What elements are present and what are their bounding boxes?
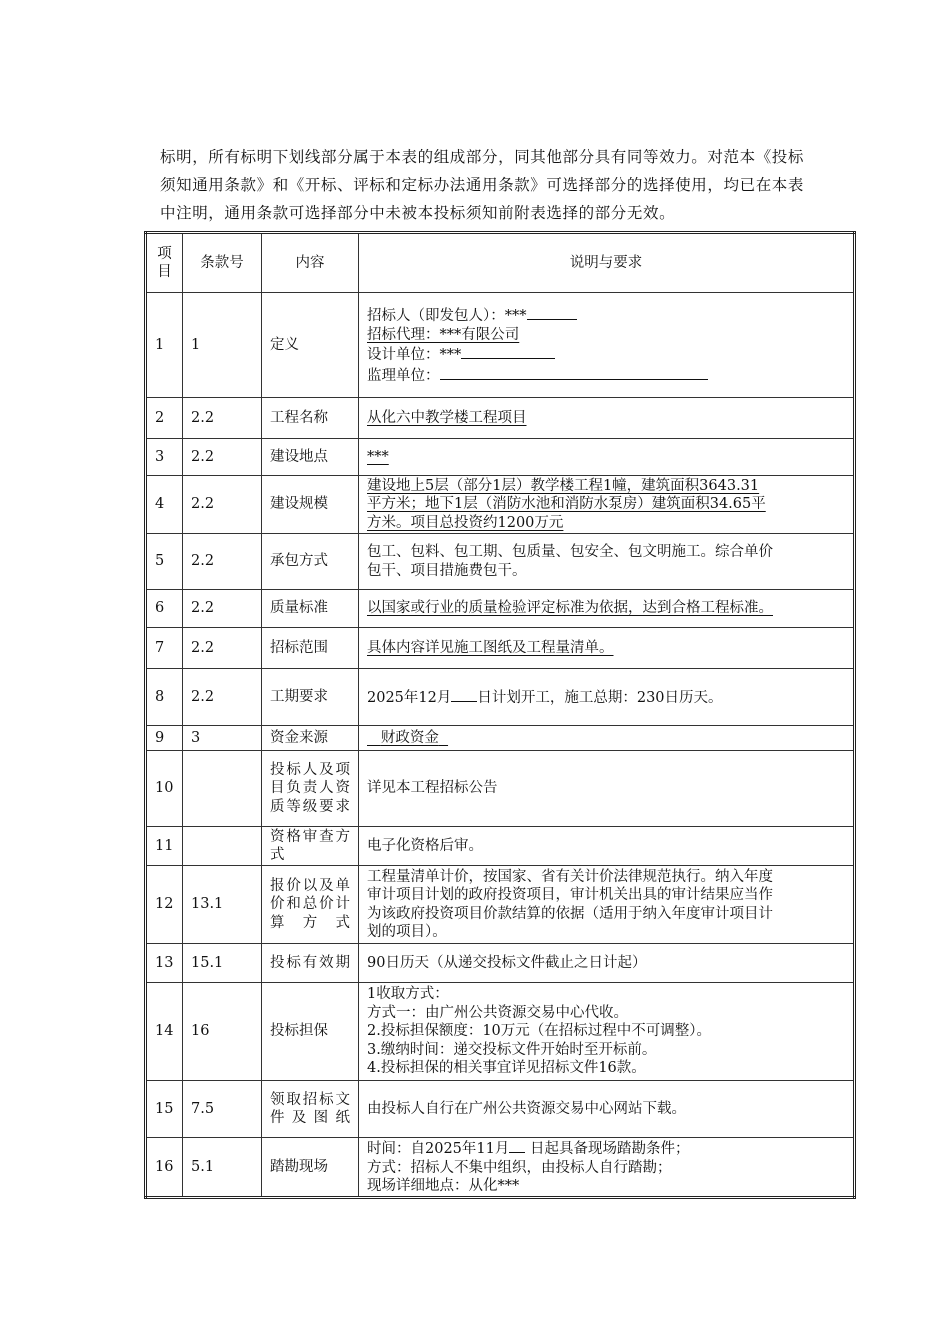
requirement-line: 监理单位： [367, 365, 845, 386]
requirement-line: 1收取方式： [367, 986, 449, 1003]
row-requirements [359, 1081, 855, 1138]
row-clause: 7.5 [183, 1081, 262, 1138]
table-row [146, 534, 855, 590]
intro-line: 须知通用条款》和《开标、评标和定标办法通用条款》可选择部分的选择使用，均已在本表 [160, 176, 805, 194]
row-clause [183, 751, 262, 827]
row-no: 16 [146, 1138, 183, 1198]
row-no: 10 [146, 751, 183, 827]
row-requirements [359, 827, 855, 866]
row-no: 5 [146, 534, 183, 590]
requirement-line: 方式一：由广州公共资源交易中心代收。 [367, 1004, 628, 1021]
table-row [146, 669, 855, 726]
row-no: 13 [146, 944, 183, 983]
row-no: 4 [146, 476, 183, 534]
row-item: 承包方式 [262, 534, 359, 590]
table-row [146, 628, 855, 669]
row-item: 定义 [262, 293, 359, 398]
row-item: 投标有效期 [262, 944, 359, 983]
requirement-line: 平方米；地下1层（消防水池和消防水泵房）建筑面积34.65平 [367, 496, 766, 513]
requirement-line: 方式：招标人不集中组织，由投标人自行踏勘； [367, 1159, 672, 1176]
row-item: 资格审查方式 [262, 827, 359, 866]
row-no: 11 [146, 827, 183, 866]
table-row [146, 751, 855, 827]
row-clause: 2.2 [183, 398, 262, 439]
header-content: 内容 [262, 233, 359, 293]
table-row [146, 590, 855, 628]
requirement-line: 时间：自2025年11月 日起具备现场踏勘条件； [367, 1138, 845, 1159]
row-requirements [359, 534, 855, 590]
row-requirements [359, 628, 855, 669]
header-clause: 条款号 [183, 233, 262, 293]
requirement-line: 建设地上5层（部分1层）教学楼工程1幢，建筑面积3643.31 [367, 477, 760, 494]
row-requirements [359, 726, 855, 751]
requirement-line: 2025年12月 日计划开工，施工总期：230日历天。 [367, 687, 845, 708]
row-requirements [359, 866, 855, 944]
requirement-line: 招标人（即发包人）：*** [367, 305, 845, 326]
row-clause: 2.2 [183, 628, 262, 669]
table-row [146, 439, 855, 476]
row-requirements [359, 439, 855, 476]
row-requirements [359, 476, 855, 534]
requirement-line: 以国家或行业的质量检验评定标准为依据，达到合格工程标准。 [367, 600, 773, 617]
row-requirements [359, 398, 855, 439]
requirement-line: 为该政府投资项目价款结算的依据（适用于纳入年度审计项目计 [367, 905, 773, 922]
row-item: 投标人及项目负责人资质等级要求 [262, 751, 359, 827]
requirement-line: 审计项目计划的政府投资项目，审计机关出具的审计结果应当作 [367, 887, 773, 903]
row-no: 14 [146, 983, 183, 1081]
row-no: 2 [146, 398, 183, 439]
requirement-line: 从化六中教学楼工程项目 [367, 409, 527, 426]
requirement-line: 财政资金 [380, 729, 439, 746]
table-row [146, 1138, 855, 1198]
requirement-line: 方米。项目总投资约1200万元 [367, 514, 564, 531]
row-no: 9 [146, 726, 183, 751]
row-requirements [359, 590, 855, 628]
row-clause: 2.2 [183, 590, 262, 628]
row-item: 建设规模 [262, 476, 359, 534]
requirement-line: 招标代理：***有限公司 [367, 326, 520, 343]
header-requirements: 说明与要求 [359, 233, 855, 293]
row-item: 招标范围 [262, 628, 359, 669]
row-clause: 15.1 [183, 944, 262, 983]
requirement-line: 详见本工程招标公告 [367, 780, 498, 797]
row-item: 资金来源 [262, 726, 359, 751]
row-clause: 3 [183, 726, 262, 751]
requirement-line: 包工、包料、包工期、包质量、包安全、包文明施工。综合单价 [367, 544, 773, 560]
intro-line: 标明，所有标明下划线部分属于本表的组成部分，同其他部分具有同等效力。对范本《投标 [160, 148, 805, 166]
intro-line: 中注明，通用条款可选择部分中未被本投标须知前附表选择的部分无效。 [160, 204, 676, 222]
requirement-line: 包干、项目措施费包干。 [367, 562, 527, 579]
row-clause: 13.1 [183, 866, 262, 944]
requirement-line: 电子化资格后审。 [367, 837, 483, 854]
row-no: 12 [146, 866, 183, 944]
row-requirements [359, 293, 855, 398]
table-row [146, 944, 855, 983]
row-clause: 2.2 [183, 534, 262, 590]
requirement-line: 划的项目）。 [367, 924, 447, 940]
row-no: 3 [146, 439, 183, 476]
row-no: 7 [146, 628, 183, 669]
table-row [146, 293, 855, 398]
requirement-line: 3.缴纳时间：递交投标文件开始时至开标前。 [367, 1041, 657, 1058]
row-no: 6 [146, 590, 183, 628]
bid-notice-table [144, 231, 856, 1199]
row-clause [183, 827, 262, 866]
table-row [146, 866, 855, 944]
row-requirements [359, 944, 855, 983]
header-item-no: 项目 [146, 233, 183, 293]
row-item: 领取招标文件及图纸 [262, 1081, 359, 1138]
row-item: 工程名称 [262, 398, 359, 439]
row-item: 工期要求 [262, 669, 359, 726]
row-item: 质量标准 [262, 590, 359, 628]
table-row [146, 983, 855, 1081]
table-row [146, 1081, 855, 1138]
row-no: 1 [146, 293, 183, 398]
row-item: 建设地点 [262, 439, 359, 476]
table-row [146, 827, 855, 866]
requirement-line: 现场详细地点：从化*** [367, 1178, 520, 1194]
row-clause: 16 [183, 983, 262, 1081]
row-clause: 2.2 [183, 439, 262, 476]
table-row [146, 398, 855, 439]
row-item: 投标担保 [262, 983, 359, 1081]
row-clause: 2.2 [183, 669, 262, 726]
row-item: 踏勘现场 [262, 1138, 359, 1198]
requirement-line: 具体内容详见施工图纸及工程量清单。 [367, 639, 614, 656]
row-requirements [359, 983, 855, 1081]
row-item: 报价以及单价和总价计算方式 [262, 866, 359, 944]
requirement-line: 工程量清单计价，按国家、省有关计价法律规范执行。纳入年度 [367, 868, 773, 885]
intro-paragraph [160, 143, 850, 227]
requirement-line: *** [367, 448, 389, 465]
table-row [146, 476, 855, 534]
row-requirements [359, 751, 855, 827]
row-no: 15 [146, 1081, 183, 1138]
requirement-line: 设计单位：*** [367, 344, 845, 365]
row-clause: 5.1 [183, 1138, 262, 1198]
table-header-row [146, 233, 855, 293]
requirement-line: 由投标人自行在广州公共资源交易中心网站下载。 [367, 1100, 686, 1117]
row-requirements [359, 669, 855, 726]
requirement-line: 2.投标担保额度：10万元（在招标过程中不可调整）。 [367, 1023, 712, 1040]
requirement-line: 90日历天（从递交投标文件截止之日计起） [367, 954, 647, 971]
row-no: 8 [146, 669, 183, 726]
row-clause: 2.2 [183, 476, 262, 534]
row-requirements [359, 1138, 855, 1198]
row-clause: 1 [183, 293, 262, 398]
table-row [146, 726, 855, 751]
requirement-line: 4.投标担保的相关事宜详见招标文件16款。 [367, 1060, 646, 1077]
